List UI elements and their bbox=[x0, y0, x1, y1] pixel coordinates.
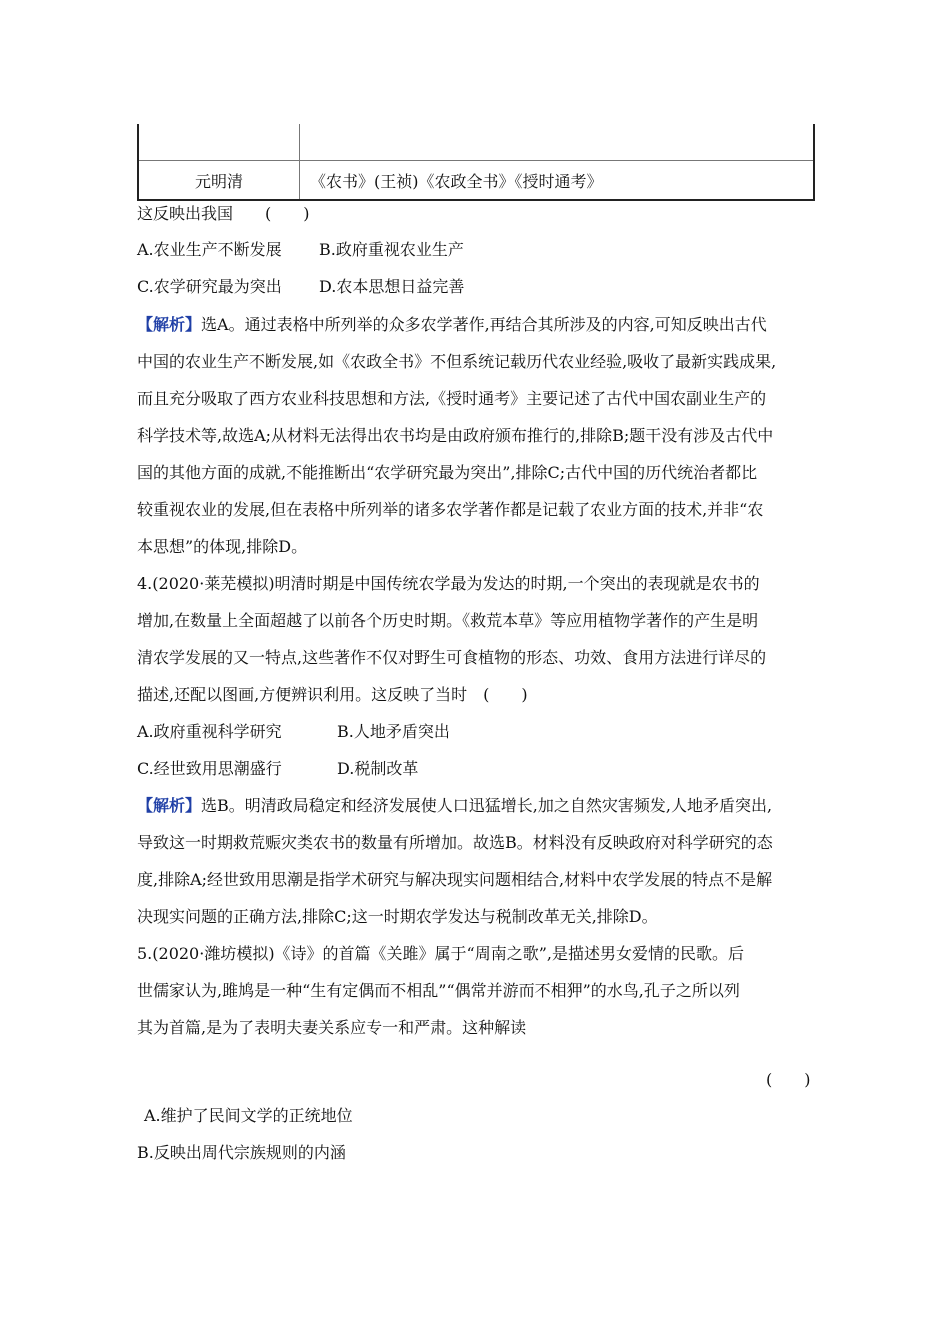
q5-answer-bracket: ( ) bbox=[766, 1070, 811, 1089]
agricultural-books-table bbox=[137, 124, 815, 201]
q3-analysis-line: 国的其他方面的成就,不能推断出“农学研究最为突出”,排除C;古代中国的历代统治者都比 bbox=[137, 463, 758, 482]
q3-option-c: C.农学研究最为突出 bbox=[137, 277, 282, 296]
q4-analysis-line: 导致这一时期救荒赈灾类农书的数量有所增加。故选B。材料没有反映政府对科学研究的态 bbox=[137, 833, 773, 852]
q3-stem: 这反映出我国 ( ) bbox=[137, 204, 310, 223]
q3-analysis-line: 【解析】选A。通过表格中所列举的众多农学著作,再结合其所涉及的内容,可知反映出古代 bbox=[137, 315, 767, 334]
q3-analysis-line: 科学技术等,故选A;从材料无法得出农书均是由政府颁布推行的,排除B;题干没有涉及古代中 bbox=[137, 426, 774, 445]
q5-stem-line: 5.(2020·潍坊模拟)《诗》的首篇《关雎》属于“周南之歌”,是描述男女爱情的民歌。后 bbox=[137, 944, 745, 963]
q4-option-a: A.政府重视科学研究 bbox=[137, 722, 282, 741]
table-row bbox=[138, 161, 814, 201]
q4-option-d: D.税制改革 bbox=[337, 759, 419, 778]
table-cell-period: 元明清 bbox=[138, 161, 300, 201]
q4-analysis-line: 【解析】选B。明清政局稳定和经济发展使人口迅猛增长,加之自然灾害频发,人地矛盾突出, bbox=[137, 796, 773, 815]
q4-options-row-2 bbox=[137, 757, 827, 781]
q3-options-row-2 bbox=[137, 275, 827, 299]
q5-stem-line: 其为首篇,是为了表明夫妻关系应专一和严肃。这种解读 bbox=[137, 1018, 527, 1037]
q3-analysis-line: 较重视农业的发展,但在表格中所列举的诸多农学著作都是记载了农业方面的技术,并非“农 bbox=[137, 500, 764, 519]
q4-analysis-line: 度,排除A;经世致用思潮是指学术研究与解决现实问题相结合,材料中农学发展的特点不是解 bbox=[137, 870, 773, 889]
analysis-tag: 【解析】 bbox=[137, 315, 202, 334]
q4-option-c: C.经世致用思潮盛行 bbox=[137, 759, 282, 778]
q4-stem-line: 描述,还配以图画,方便辨识利用。这反映了当时 ( ) bbox=[137, 685, 528, 704]
q3-option-a: A.农业生产不断发展 bbox=[137, 240, 282, 259]
q3-options-row-1 bbox=[137, 238, 827, 262]
table-cell-books bbox=[300, 124, 815, 161]
table-cell-period bbox=[138, 124, 300, 161]
q4-stem-line: 清农学发展的又一特点,这些著作不仅对野生可食植物的形态、功效、食用方法进行详尽的 bbox=[137, 648, 767, 667]
q4-option-b: B.人地矛盾突出 bbox=[337, 722, 450, 741]
q3-option-b: B.政府重视农业生产 bbox=[319, 240, 464, 259]
q5-stem-line: 世儒家认为,雎鸠是一种“生有定偶而不相乱”“偶常并游而不相狎”的水鸟,孔子之所以列 bbox=[137, 981, 740, 1000]
q3-analysis-line: 本思想”的体现,排除D。 bbox=[137, 537, 308, 556]
q5-option-b: B.反映出周代宗族规则的内涵 bbox=[137, 1143, 346, 1162]
q3-option-d: D.农本思想日益完善 bbox=[319, 277, 465, 296]
table-cell-books: 《农书》(王祯)《农政全书》《授时通考》 bbox=[300, 161, 815, 201]
table-row bbox=[138, 124, 814, 161]
q3-analysis-line: 而且充分吸取了西方农业科技思想和方法,《授时通考》主要记述了古代中国农副业生产的 bbox=[137, 389, 767, 408]
q4-analysis-line: 决现实问题的正确方法,排除C;这一时期农学发达与税制改革无关,排除D。 bbox=[137, 907, 658, 926]
q4-stem-line: 4.(2020·莱芜模拟)明清时期是中国传统农学最为发达的时期,一个突出的表现就是农书的 bbox=[137, 574, 760, 593]
q4-options-row-1 bbox=[137, 720, 827, 744]
q3-analysis-line: 中国的农业生产不断发展,如《农政全书》不但系统记载历代农业经验,吸收了最新实践成果, bbox=[137, 352, 777, 371]
analysis-tag: 【解析】 bbox=[137, 796, 202, 815]
q4-stem-line: 增加,在数量上全面超越了以前各个历史时期。《救荒本草》等应用植物学著作的产生是明 bbox=[137, 611, 759, 630]
q5-option-a: A.维护了民间文学的正统地位 bbox=[144, 1106, 353, 1125]
